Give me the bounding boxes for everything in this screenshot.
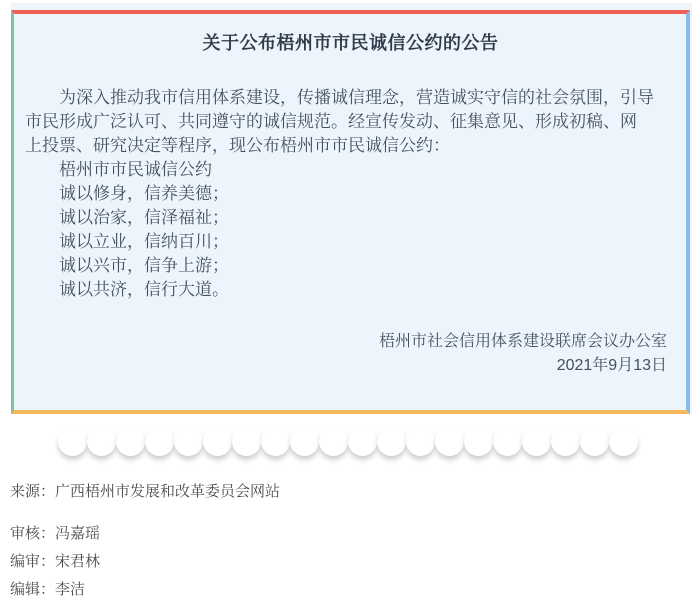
scallop-bump [464,427,493,456]
scallop-bump [58,427,87,456]
credits-block [10,520,696,604]
announcement-panel [11,3,692,414]
body-line: 梧州市市民诚信公约 [59,160,212,179]
scallop-bump [609,427,638,456]
scallop-bump [551,427,580,456]
body-line: 为深入推动我市信用体系建设，传播诚信理念，营造诚实守信的社会氛围，引导 [59,88,654,107]
scallop-bump [522,427,551,456]
scallop-bump [348,427,377,456]
signature-org: 梧州市社会信用体系建设联席会议办公室 [378,333,667,350]
announcement-title: 关于公布梧州市市民诚信公约的公告 [202,33,499,53]
body-line: 诚以共济，信行大道。 [59,280,229,299]
scallop-bump [493,427,522,456]
announcement-panel-inner [11,10,690,414]
scallop-bump [87,427,116,456]
scallop-bump [116,427,145,456]
signature-block [25,330,676,378]
scallop-bump [319,427,348,456]
scallop-divider [0,427,696,456]
scallop-bump [377,427,406,456]
scallop-bump [580,427,609,456]
body-line: 诚以修身，信养美德； [59,184,229,203]
body-line: 诚以兴市，信争上游； [59,256,229,275]
scallop-bump [435,427,464,456]
scallop-bump [406,427,435,456]
scallop-bump [232,427,261,456]
credit-line-reviewer: 审核：冯嘉瑶 [10,525,101,542]
body-line: 诚以治家，信泽福祉； [59,208,229,227]
credit-line-editor-chief: 编审：宋君林 [10,553,101,570]
scallop-bump [261,427,290,456]
scallop-bump [290,427,319,456]
body-line: 诚以立业，信纳百川； [59,232,229,251]
body-line: 市民形成广泛认可、共同遵守的诚信规范。经宣传发动、征集意见、形成初稿、网 [25,112,637,131]
announcement-body [25,86,676,302]
signature-date: 2021年9月13日 [556,357,667,374]
scallop-bump [174,427,203,456]
credit-line-editor: 编辑：李洁 [10,581,86,598]
scallop-bump [145,427,174,456]
scallop-bump [203,427,232,456]
body-line: 上投票、研究决定等程序，现公布梧州市市民诚信公约： [25,136,450,155]
source-line: 来源：广西梧州市发展和改革委员会网站 [10,483,281,500]
